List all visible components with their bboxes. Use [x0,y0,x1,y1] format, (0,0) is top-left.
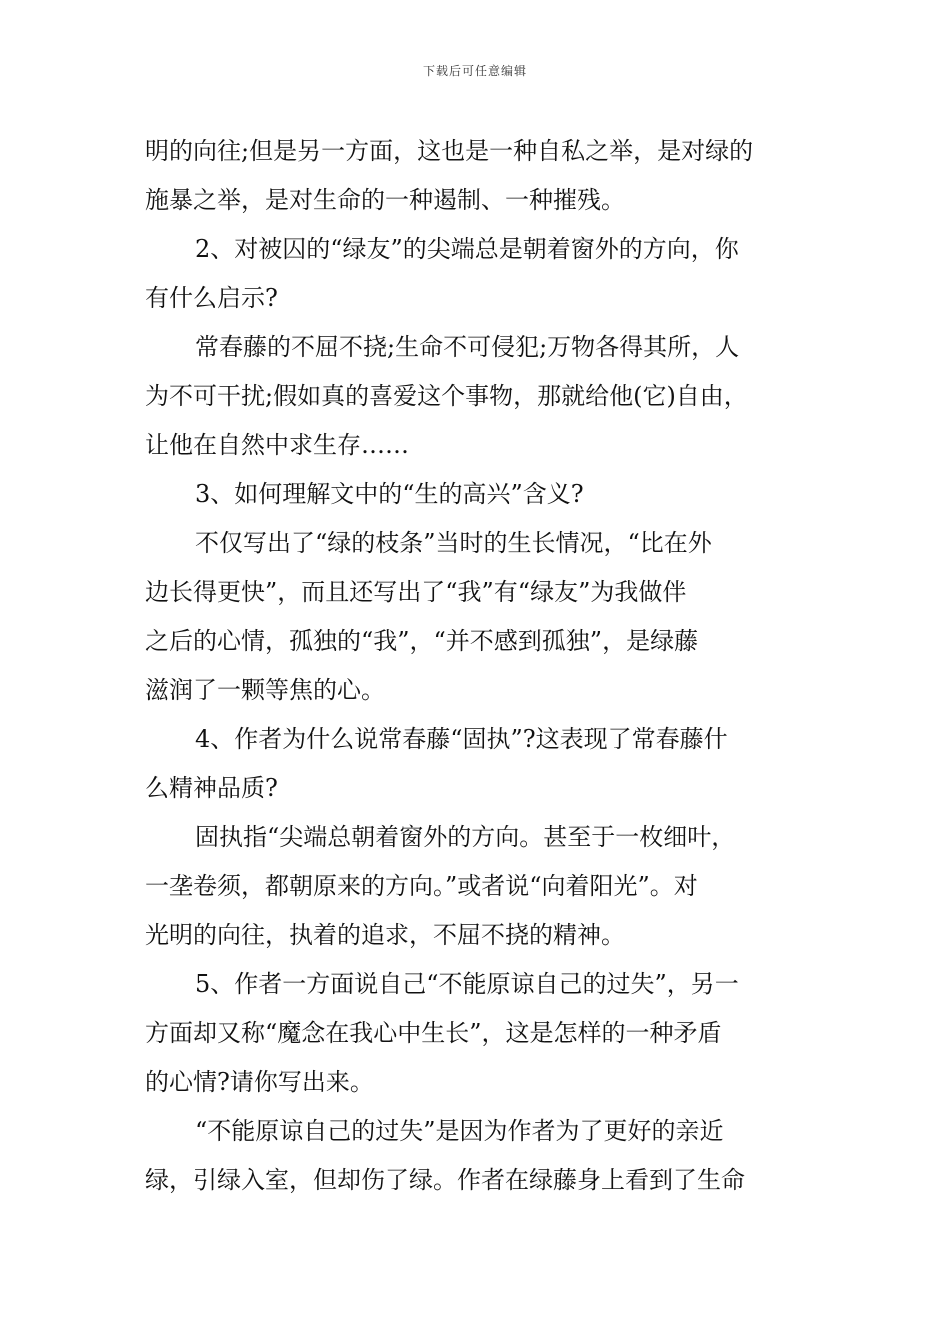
answer-line: 之后的心情，孤独的“我”，“并不感到孤独”，是绿藤 [145,627,699,655]
question-line: 么精神品质? [145,774,278,802]
document-body [145,127,807,1205]
answer-line: “不能原谅自己的过失”是因为作者为了更好的亲近 [195,1117,724,1145]
question-line: 2、对被囚的“绿友”的尖端总是朝着窗外的方向，你 [195,235,739,263]
question-line: 5、作者一方面说自己“不能原谅自己的过失”，另一 [195,970,739,998]
answer-line: 一垄卷须，都朝原来的方向。”或者说“向着阳光”。对 [145,872,698,900]
answer-line: 滋润了一颗等焦的心。 [145,676,385,704]
question-line: 3、如何理解文中的“生的高兴”含义? [195,480,584,508]
answer-line: 不仅写出了“绿的枝条”当时的生长情况，“比在外 [195,529,712,557]
paragraph-line: 明的向往;但是另一方面，这也是一种自私之举，是对绿的 [145,137,754,165]
paragraph-line: 施暴之举，是对生命的一种遏制、一种摧残。 [145,186,625,214]
answer-line: 为不可干扰;假如真的喜爱这个事物，那就给他(它)自由， [145,382,748,410]
question-line: 方面却又称“魔念在我心中生长”，这是怎样的一种矛盾 [145,1019,722,1047]
question-line: 有什么启示? [145,284,278,312]
answer-line: 固执指“尖端总朝着窗外的方向。甚至于一枚细叶， [195,823,736,851]
answer-line: 让他在自然中求生存…… [145,431,409,459]
answer-line: 光明的向往，执着的追求，不屈不挠的精神。 [145,921,625,949]
answer-line: 绿，引绿入室，但却伤了绿。作者在绿藤身上看到了生命 [145,1166,745,1194]
question-line: 4、作者为什么说常春藤“固执”?这表现了常春藤什 [195,725,728,753]
answer-line: 常春藤的不屈不挠;生命不可侵犯;万物各得其所，人 [195,333,740,361]
question-line: 的心情?请你写出来。 [145,1068,374,1096]
answer-line: 边长得更快”，而且还写出了“我”有“绿友”为我做伴 [145,578,687,606]
page-header: 下载后可任意编辑 [422,64,527,78]
